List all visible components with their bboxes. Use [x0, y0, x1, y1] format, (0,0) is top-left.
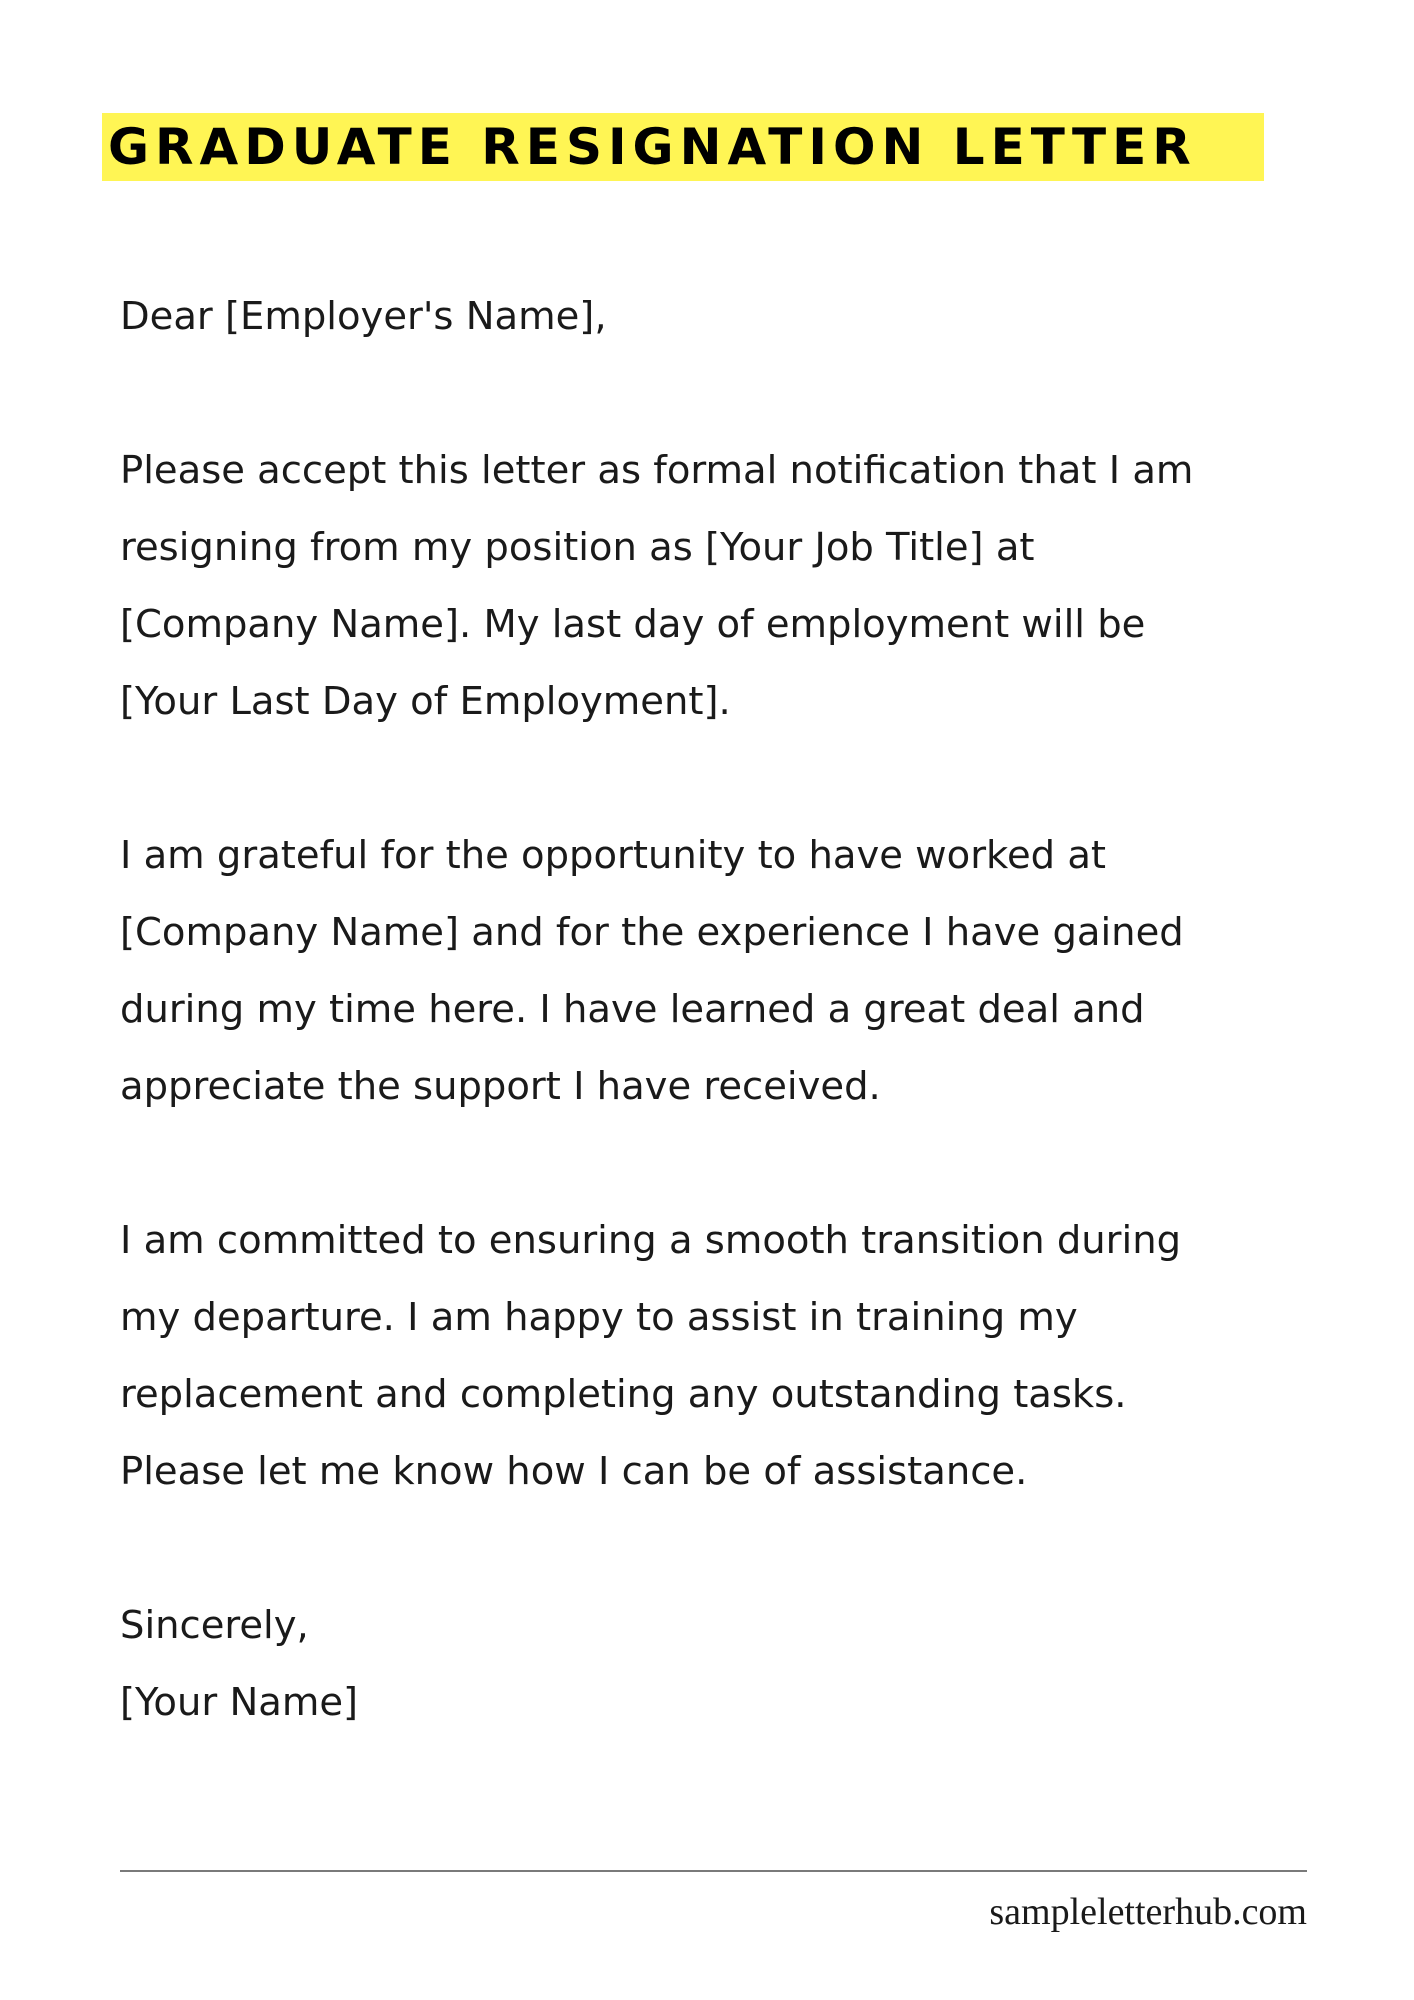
paragraph-gap	[120, 1510, 1320, 1587]
letter-body	[120, 278, 1320, 1741]
paragraph-3	[120, 1202, 1320, 1510]
paragraph-line: resigning from my position as [Your Job Title] at	[120, 525, 1035, 570]
closing: Sincerely,	[120, 1603, 309, 1648]
paragraph-2	[120, 817, 1320, 1125]
title-highlight	[102, 113, 1264, 181]
closing-block	[120, 1587, 1320, 1741]
paragraph-line: I am committed to ensuring a smooth transition during	[120, 1218, 1182, 1263]
signature: [Your Name]	[120, 1680, 359, 1725]
paragraph-line: I am grateful for the opportunity to have worked at	[120, 833, 1107, 878]
paragraph-line: my departure. I am happy to assist in training my	[120, 1295, 1078, 1340]
paragraph-gap	[120, 1125, 1320, 1202]
paragraph-line: [Company Name]. My last day of employment will be	[120, 602, 1146, 647]
paragraph-gap	[120, 740, 1320, 817]
paragraph-gap	[120, 355, 1320, 432]
paragraph-line: Please let me know how I can be of assistance.	[120, 1449, 1028, 1494]
page-title: GRADUATE RESIGNATION LETTER	[108, 118, 1197, 176]
footer-divider	[120, 1870, 1307, 1872]
footer-website: sampleletterhub.com	[989, 1891, 1307, 1933]
salutation: Dear [Employer's Name],	[120, 294, 607, 339]
paragraph-1	[120, 432, 1320, 740]
paragraph-line: during my time here. I have learned a great deal and	[120, 987, 1145, 1032]
paragraph-line: replacement and completing any outstanding tasks.	[120, 1372, 1127, 1417]
paragraph-line: [Company Name] and for the experience I have gained	[120, 910, 1184, 955]
paragraph-line: [Your Last Day of Employment].	[120, 679, 731, 724]
paragraph-line: Please accept this letter as formal notification that I am	[120, 448, 1194, 493]
paragraph-line: appreciate the support I have received.	[120, 1064, 881, 1109]
